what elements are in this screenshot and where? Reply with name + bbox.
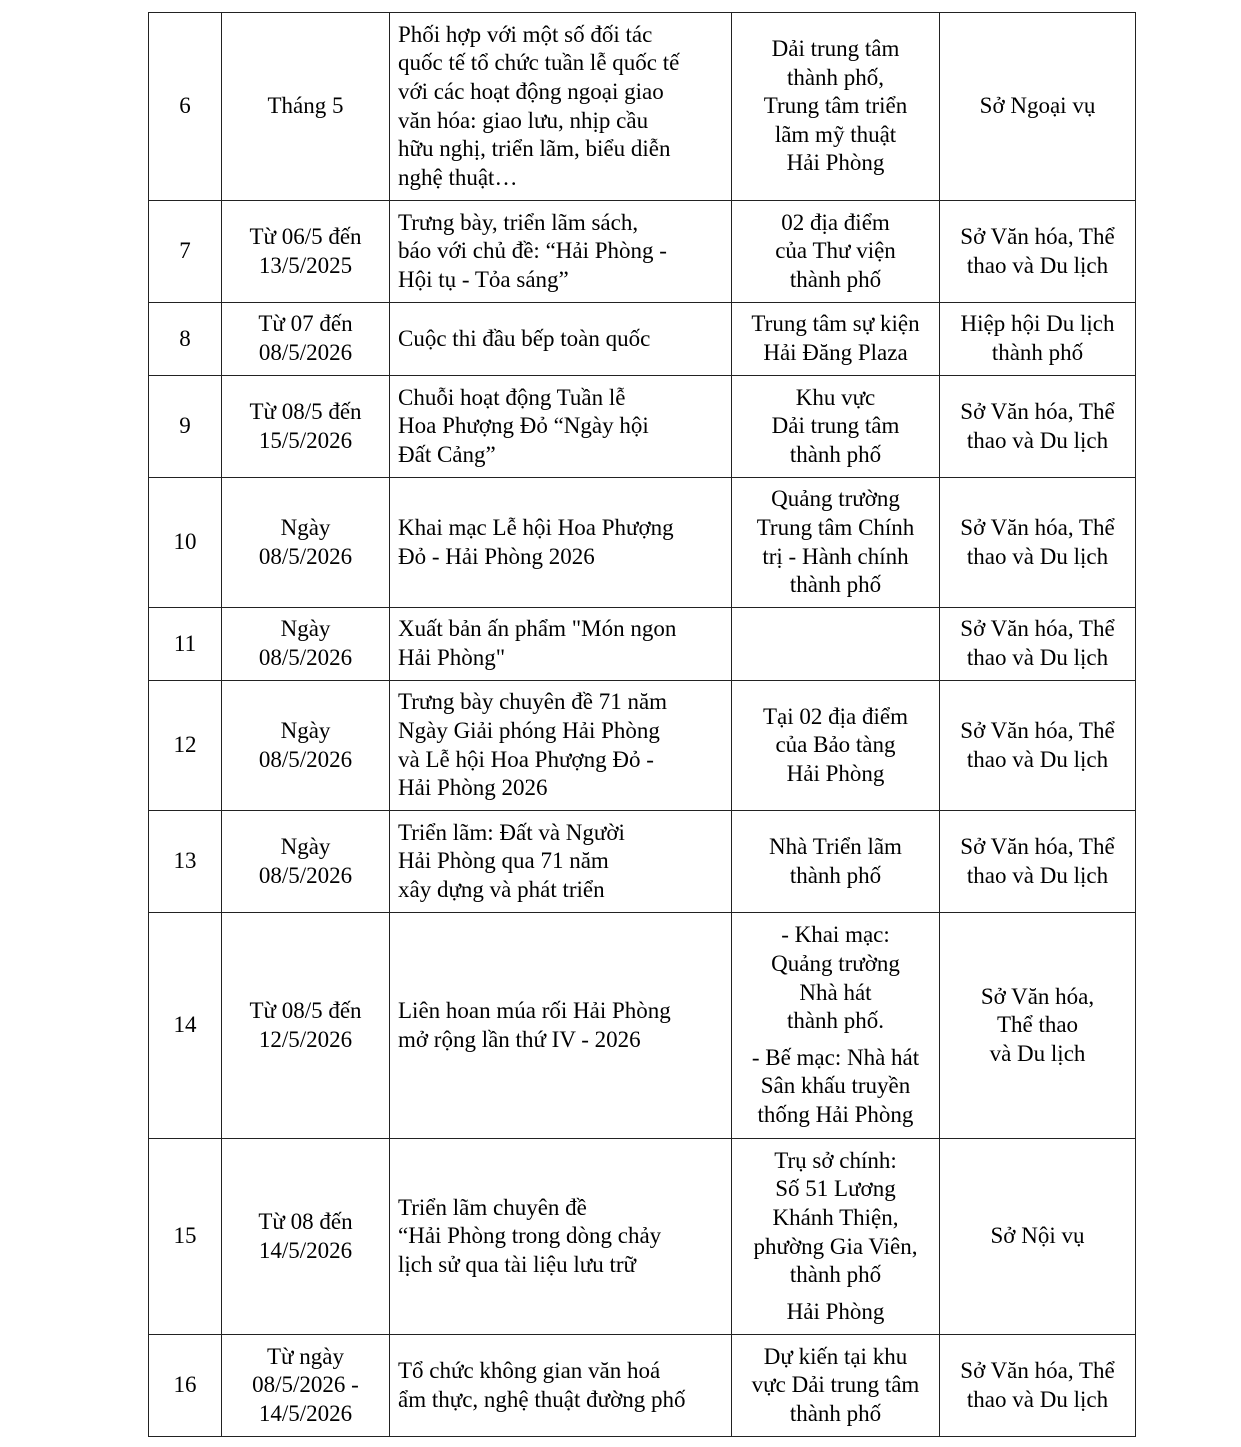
unit-cell <box>940 681 1136 811</box>
venue-line: phường Gia Viên, <box>753 1233 918 1259</box>
row-number-cell: 14 <box>149 913 222 1139</box>
unit-line: thao và Du lịch <box>966 645 1109 670</box>
unit-line: thao và Du lịch <box>966 746 1109 772</box>
unit-cell <box>940 376 1136 478</box>
content-line: Đỏ - Hải Phòng 2026 <box>398 543 595 569</box>
venue-cell <box>732 376 940 478</box>
row-number-cell: 8 <box>149 303 222 376</box>
venue-line: vực Dải trung tâm <box>751 1372 920 1398</box>
content-line: Khai mạc Lễ hội Hoa Phượng <box>398 514 674 540</box>
content-cell <box>390 608 732 681</box>
time-cell <box>222 1335 390 1437</box>
unit-line: Sở Văn hóa, <box>980 983 1095 1009</box>
time-line: 08/5/2026 <box>258 746 353 772</box>
time-line: 15/5/2026 <box>258 427 353 453</box>
venue-cell <box>732 681 940 811</box>
content-line: Liên hoan múa rối Hải Phòng <box>398 997 671 1023</box>
venue-line: thống Hải Phòng <box>757 1101 914 1127</box>
time-cell <box>222 13 390 201</box>
venue-line: thành phố <box>789 1400 882 1426</box>
time-line: Ngày <box>280 833 331 859</box>
venue-line: 02 địa điểm <box>781 209 890 235</box>
venue-line: Nhà Triển lãm <box>769 833 902 859</box>
content-line: nghệ thuật… <box>398 164 518 190</box>
content-line: Triển lãm chuyên đề <box>398 1194 587 1220</box>
venue-line: thành phố, <box>786 64 885 90</box>
table-row <box>149 13 1136 201</box>
content-cell <box>390 13 732 201</box>
content-line: hữu nghị, triển lãm, biểu diễn <box>398 136 671 162</box>
unit-cell <box>940 13 1136 201</box>
schedule-table <box>148 12 1136 1437</box>
venue-line: thành phố <box>789 1262 882 1288</box>
unit-line: Sở Văn hóa, Thể <box>960 398 1115 424</box>
content-line: Phối hợp với một số đối tác <box>398 21 653 47</box>
venue-cell <box>732 478 940 608</box>
unit-cell <box>940 201 1136 303</box>
unit-line: thao và Du lịch <box>966 543 1109 569</box>
time-line: Từ ngày <box>267 1343 344 1369</box>
content-cell <box>390 201 732 303</box>
row-number-cell: 13 <box>149 811 222 913</box>
content-line: báo với chủ đề: “Hải Phòng - <box>398 238 667 264</box>
time-line: 08/5/2026 <box>258 340 353 365</box>
content-cell <box>390 1335 732 1437</box>
time-line: 14/5/2026 <box>258 1237 353 1263</box>
time-cell <box>222 811 390 913</box>
venue-line: Số 51 Lương <box>775 1176 896 1202</box>
venue-cell <box>732 1335 940 1437</box>
content-line: Ngày Giải phóng Hải Phòng <box>398 717 660 743</box>
venue-cell <box>732 811 940 913</box>
content-line: Xuất bản ấn phẩm "Món ngon <box>398 616 677 642</box>
venue-paragraph <box>740 1147 931 1290</box>
unit-line: thao và Du lịch <box>966 427 1109 453</box>
venue-paragraph <box>740 921 931 1035</box>
time-line: 08/5/2026 - <box>252 1372 359 1398</box>
time-line: Từ 07 đến <box>258 311 353 337</box>
content-line: mở rộng lần thứ IV - 2026 <box>398 1026 641 1052</box>
time-line: Tháng 5 <box>267 93 344 119</box>
content-line: lịch sử qua tài liệu lưu trữ <box>398 1251 636 1277</box>
row-number-cell: 6 <box>149 13 222 201</box>
time-cell <box>222 913 390 1139</box>
venue-line: Nhà hát <box>799 979 872 1005</box>
venue-line: Khu vực <box>795 384 876 410</box>
row-number-cell: 10 <box>149 478 222 608</box>
content-line: Cuộc thi đầu bếp toàn quốc <box>398 325 651 351</box>
venue-line: Quảng trường <box>771 951 900 977</box>
venue-line: Trung tâm Chính <box>756 514 915 540</box>
unit-line: Sở Ngoại vụ <box>979 93 1096 119</box>
venue-paragraph <box>740 209 931 295</box>
venue-paragraph <box>740 703 931 789</box>
time-line: Từ 06/5 đến <box>249 223 362 249</box>
table-row <box>149 376 1136 478</box>
content-line: Hội tụ - Tỏa sáng” <box>398 266 569 292</box>
time-line: Ngày <box>280 717 331 743</box>
content-cell <box>390 681 732 811</box>
unit-line: Sở Văn hóa, Thể <box>960 833 1115 859</box>
venue-paragraph <box>740 833 931 890</box>
row-number-cell: 9 <box>149 376 222 478</box>
venue-line: thành phố <box>789 572 882 598</box>
unit-line: thao và Du lịch <box>966 862 1109 888</box>
venue-line: Tại 02 địa điểm <box>763 703 908 729</box>
content-line: Triển lãm: Đất và Người <box>398 819 625 845</box>
time-cell <box>222 376 390 478</box>
content-line: Trưng bày chuyên đề 71 năm <box>398 689 668 715</box>
time-line: Từ 08/5 đến <box>249 398 362 424</box>
time-cell <box>222 681 390 811</box>
time-line: 08/5/2026 <box>258 543 353 569</box>
venue-cell <box>732 201 940 303</box>
unit-line: Thể thao <box>996 1012 1079 1038</box>
venue-line: Dải trung tâm <box>771 413 900 439</box>
venue-line: thành phố. <box>786 1008 885 1034</box>
time-line: 08/5/2026 <box>258 862 353 888</box>
time-line: Từ 08/5 đến <box>249 997 362 1023</box>
venue-cell <box>732 608 940 681</box>
content-line: Hải Phòng" <box>398 645 506 670</box>
content-cell <box>390 811 732 913</box>
row-number-cell: 11 <box>149 608 222 681</box>
unit-cell <box>940 1139 1136 1335</box>
time-cell <box>222 608 390 681</box>
venue-line: Quảng trường <box>771 486 900 512</box>
table-row <box>149 1335 1136 1437</box>
venue-line: Trung tâm triển <box>763 93 908 119</box>
row-number-cell: 12 <box>149 681 222 811</box>
content-line: Tổ chức không gian văn hoá <box>398 1357 661 1383</box>
venue-paragraph <box>740 310 931 367</box>
unit-line: Sở Văn hóa, Thể <box>960 223 1115 249</box>
content-line: với các hoạt động ngoại giao <box>398 78 664 104</box>
time-cell <box>222 201 390 303</box>
unit-line: thao và Du lịch <box>966 1386 1109 1412</box>
time-line: Ngày <box>280 616 331 642</box>
content-line: Hoa Phượng Đỏ “Ngày hội <box>398 413 649 439</box>
unit-line: Sở Văn hóa, Thể <box>960 514 1115 540</box>
unit-cell <box>940 608 1136 681</box>
venue-line: của Bảo tàng <box>775 732 896 758</box>
time-cell <box>222 1139 390 1335</box>
venue-line: Dự kiến tại khu <box>763 1343 908 1369</box>
content-line: và Lễ hội Hoa Phượng Đỏ - <box>398 746 654 772</box>
content-cell <box>390 1139 732 1335</box>
venue-paragraph <box>740 384 931 470</box>
unit-cell <box>940 303 1136 376</box>
unit-line: Sở Văn hóa, Thể <box>960 1357 1115 1383</box>
row-number-cell: 7 <box>149 201 222 303</box>
content-line: quốc tế tổ chức tuần lễ quốc tế <box>398 50 680 76</box>
time-line: Từ 08 đến <box>258 1208 353 1234</box>
venue-line: - Khai mạc: <box>781 922 890 948</box>
venue-line: Trụ sở chính: <box>774 1147 897 1173</box>
schedule-body <box>149 13 1136 1437</box>
content-line: Hải Phòng 2026 <box>398 775 548 801</box>
venue-cell <box>732 1139 940 1335</box>
venue-line: Khánh Thiện, <box>772 1204 899 1230</box>
table-row <box>149 608 1136 681</box>
table-row <box>149 1139 1136 1335</box>
venue-paragraph <box>740 1298 931 1327</box>
table-row <box>149 681 1136 811</box>
unit-line: và Du lịch <box>989 1040 1086 1066</box>
venue-line: Dải trung tâm <box>771 36 900 62</box>
venue-line: lãm mỹ thuật <box>774 121 897 147</box>
unit-line: Sở Văn hóa, Thể <box>960 616 1115 642</box>
time-line: Ngày <box>280 514 331 540</box>
content-cell <box>390 478 732 608</box>
venue-line: của Thư viện <box>775 238 896 264</box>
content-line: xây dựng và phát triển <box>398 876 605 902</box>
venue-line: thành phố <box>789 862 882 888</box>
content-line: Trưng bày, triển lãm sách, <box>398 209 639 235</box>
unit-line: Sở Nội vụ <box>990 1223 1085 1249</box>
time-cell <box>222 303 390 376</box>
venue-line: Hải Phòng <box>786 1298 885 1324</box>
time-line: 14/5/2026 <box>258 1400 353 1426</box>
table-row <box>149 478 1136 608</box>
venue-line: Sân khấu truyền <box>760 1073 911 1099</box>
content-line: văn hóa: giao lưu, nhịp cầu <box>398 107 649 133</box>
content-cell <box>390 303 732 376</box>
time-cell <box>222 478 390 608</box>
unit-cell <box>940 811 1136 913</box>
content-cell <box>390 913 732 1139</box>
content-line: Đất Cảng” <box>398 441 496 467</box>
table-row <box>149 201 1136 303</box>
venue-line: Hải Phòng <box>786 150 885 176</box>
unit-line: Hiệp hội Du lịch <box>960 311 1115 337</box>
content-line: Chuỗi hoạt động Tuần lễ <box>398 384 626 410</box>
venue-line: - Bế mạc: Nhà hát <box>751 1044 920 1070</box>
content-line: “Hải Phòng trong dòng chảy <box>398 1223 662 1249</box>
content-line: Hải Phòng qua 71 năm <box>398 848 609 874</box>
venue-paragraph <box>740 35 931 178</box>
table-row <box>149 303 1136 376</box>
venue-line: trị - Hành chính <box>762 543 909 569</box>
venue-line: thành phố <box>789 441 882 467</box>
venue-line: Trung tâm sự kiện <box>751 311 920 337</box>
row-number-cell: 15 <box>149 1139 222 1335</box>
content-cell <box>390 376 732 478</box>
unit-line: Sở Văn hóa, Thể <box>960 717 1115 743</box>
venue-cell <box>732 913 940 1139</box>
unit-cell <box>940 913 1136 1139</box>
venue-paragraph <box>740 485 931 599</box>
venue-line: thành phố <box>789 266 882 292</box>
row-number-cell: 16 <box>149 1335 222 1437</box>
venue-paragraph <box>740 1343 931 1429</box>
venue-cell <box>732 13 940 201</box>
unit-line: thành phố <box>991 340 1084 365</box>
content-line: ẩm thực, nghệ thuật đường phố <box>398 1386 686 1412</box>
time-line: 08/5/2026 <box>258 645 353 670</box>
unit-cell <box>940 478 1136 608</box>
time-line: 13/5/2025 <box>258 252 353 278</box>
unit-cell <box>940 1335 1136 1437</box>
venue-cell <box>732 303 940 376</box>
table-row <box>149 811 1136 913</box>
venue-line: Hải Phòng <box>786 760 885 786</box>
table-row <box>149 913 1136 1139</box>
unit-line: thao và Du lịch <box>966 252 1109 278</box>
time-line: 12/5/2026 <box>258 1026 353 1052</box>
venue-paragraph <box>740 1044 931 1130</box>
venue-line: Hải Đăng Plaza <box>763 340 908 365</box>
